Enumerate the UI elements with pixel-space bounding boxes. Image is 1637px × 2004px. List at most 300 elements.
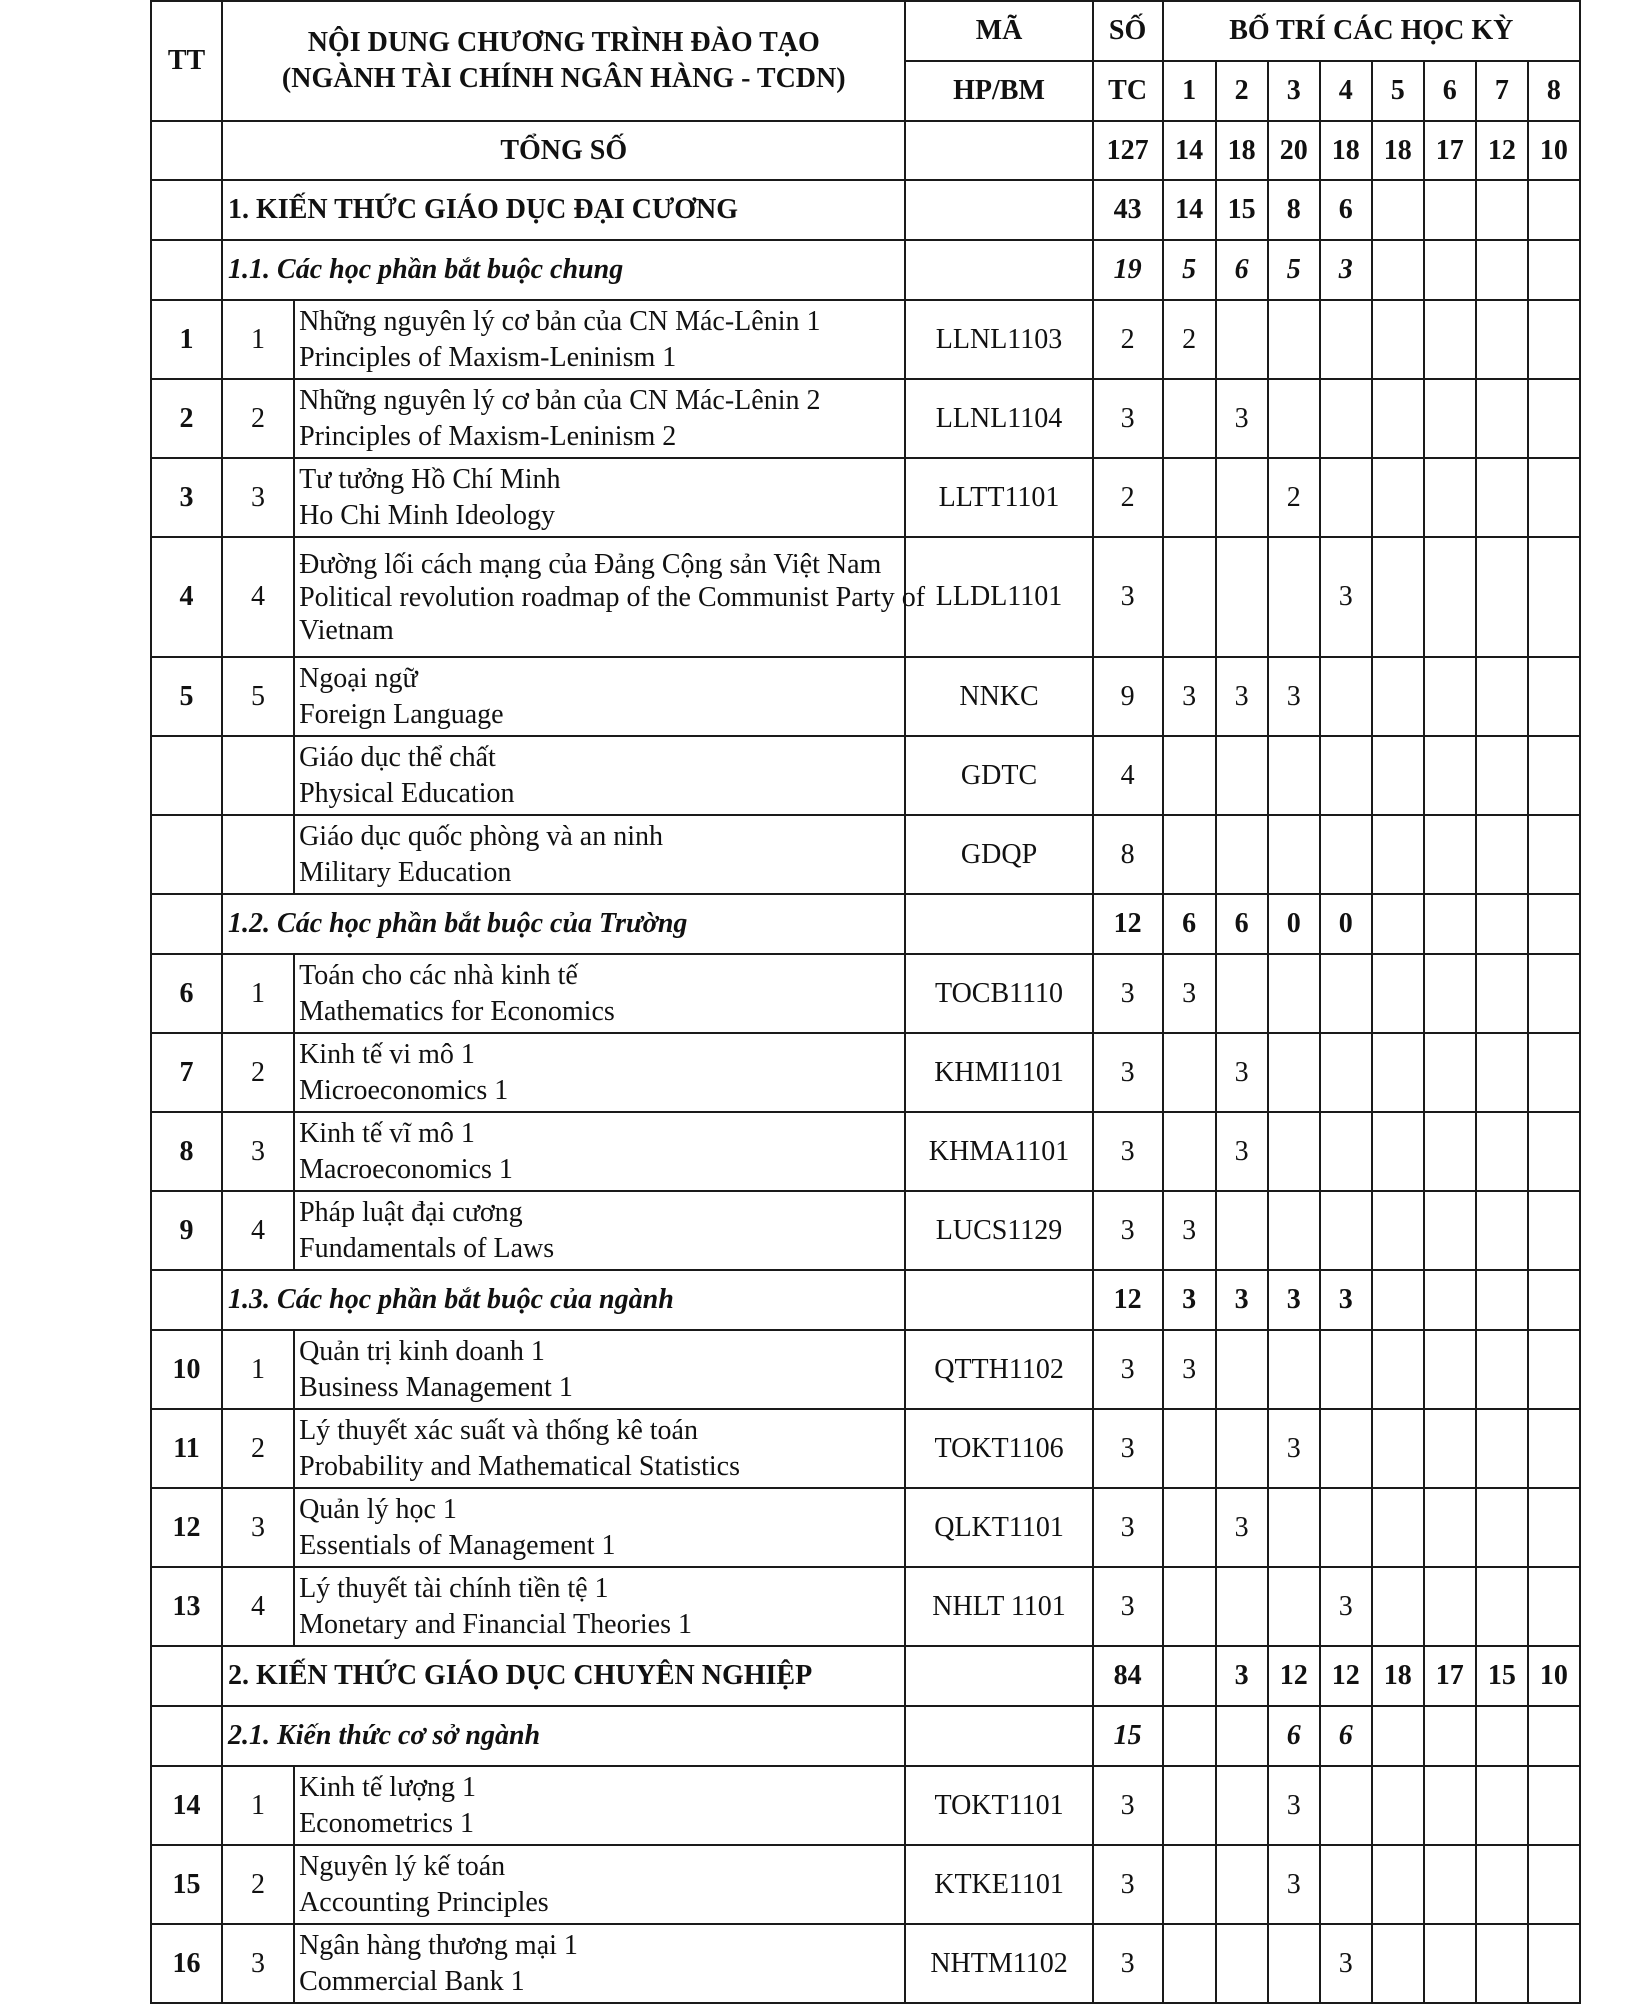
semester-cell-5	[1372, 1033, 1424, 1112]
semester-cell-1	[1163, 815, 1216, 894]
course-name	[294, 1191, 905, 1270]
semester-cell-1	[1163, 1706, 1216, 1766]
total-label: TỔNG SỐ	[222, 121, 905, 180]
semester-cell-3	[1268, 1033, 1320, 1112]
semester-cell-8	[1528, 240, 1580, 300]
semester-cell-5	[1372, 300, 1424, 379]
course-code: TOKT1106	[905, 1409, 1092, 1488]
course-name	[294, 379, 905, 458]
semester-cell-3	[1268, 379, 1320, 458]
row-index: 4	[222, 1191, 294, 1270]
semester-cell-1	[1163, 1845, 1216, 1924]
semester-cell-2: 3	[1216, 1488, 1268, 1567]
semester-cell-2	[1216, 300, 1268, 379]
semester-cell-6	[1424, 954, 1476, 1033]
course-name-en: Macroeconomics 1	[299, 1153, 513, 1185]
row-index: 4	[222, 1567, 294, 1646]
table-row	[151, 458, 1580, 537]
table-row	[151, 1191, 1580, 1270]
course-credits: 9	[1093, 657, 1163, 736]
course-name-vi: Kinh tế vĩ mô 1	[299, 1117, 475, 1149]
semester-cell-5	[1372, 657, 1424, 736]
header-sem-8: 8	[1528, 61, 1580, 121]
row-index: 5	[222, 657, 294, 736]
semester-cell-8	[1528, 1409, 1580, 1488]
course-credits: 3	[1093, 1330, 1163, 1409]
semester-cell-2	[1216, 954, 1268, 1033]
semester-cell-8	[1528, 1567, 1580, 1646]
section-label: 2. KIẾN THỨC GIÁO DỤC CHUYÊN NGHIỆP	[222, 1646, 905, 1706]
semester-cell-7	[1476, 180, 1528, 240]
semester-cell-8	[1528, 1191, 1580, 1270]
course-code: KTKE1101	[905, 1845, 1092, 1924]
semester-cell-7	[1476, 1033, 1528, 1112]
row-number: 5	[151, 657, 222, 736]
course-name	[294, 954, 905, 1033]
table-row	[151, 1488, 1580, 1567]
course-code: LUCS1129	[905, 1191, 1092, 1270]
semester-cell-2: 6	[1216, 240, 1268, 300]
course-name	[294, 1567, 905, 1646]
semester-cell-1: 3	[1163, 1270, 1216, 1330]
semester-cell-3	[1268, 1112, 1320, 1191]
course-name-vi: Đường lối cách mạng của Đảng Cộng sản Việt Nam	[299, 548, 882, 580]
course-credits: 3	[1093, 954, 1163, 1033]
semester-cell-7	[1476, 1706, 1528, 1766]
semester-cell-6	[1424, 1112, 1476, 1191]
course-credits: 4	[1093, 736, 1163, 815]
course-credits: 3	[1093, 379, 1163, 458]
course-name-en-cont: Vietnam	[299, 614, 394, 646]
header-content-line1: NỘI DUNG CHƯƠNG TRÌNH ĐÀO TẠO	[307, 27, 820, 58]
semester-cell-6	[1424, 300, 1476, 379]
semester-cell-4: 18	[1320, 121, 1372, 180]
table-row	[151, 736, 1580, 815]
semester-cell-3	[1268, 1924, 1320, 2003]
semester-cell-7	[1476, 954, 1528, 1033]
row-number: 6	[151, 954, 222, 1033]
course-name-vi: Nguyên lý kế toán	[299, 1850, 506, 1882]
course-name-vi: Giáo dục quốc phòng và an ninh	[299, 820, 663, 852]
semester-cell-5	[1372, 1488, 1424, 1567]
course-name	[294, 657, 905, 736]
course-name-vi: Pháp luật đại cương	[299, 1196, 523, 1228]
code-cell	[905, 1270, 1092, 1330]
semester-cell-6	[1424, 379, 1476, 458]
semester-cell-1	[1163, 458, 1216, 537]
semester-cell-8	[1528, 657, 1580, 736]
course-credits: 3	[1093, 1924, 1163, 2003]
semester-cell-4	[1320, 1330, 1372, 1409]
course-name	[294, 1488, 905, 1567]
semester-cell-2	[1216, 1330, 1268, 1409]
header-code-1: MÃ	[905, 1, 1092, 61]
semester-cell-7	[1476, 537, 1528, 657]
semester-cell-3: 20	[1268, 121, 1320, 180]
table-row	[151, 1112, 1580, 1191]
course-code: NHLT 1101	[905, 1567, 1092, 1646]
course-code: KHMI1101	[905, 1033, 1092, 1112]
row-number: 1	[151, 300, 222, 379]
semester-cell-2: 15	[1216, 180, 1268, 240]
semester-cell-3: 3	[1268, 1766, 1320, 1845]
semester-cell-8	[1528, 537, 1580, 657]
code-cell	[905, 1646, 1092, 1706]
header-sem-6: 6	[1424, 61, 1476, 121]
course-name-vi: Kinh tế vi mô 1	[299, 1038, 475, 1070]
course-name	[294, 1330, 905, 1409]
row-index	[222, 815, 294, 894]
row-number: 11	[151, 1409, 222, 1488]
semester-cell-1: 3	[1163, 954, 1216, 1033]
course-credits: 3	[1093, 1409, 1163, 1488]
semester-cell-6	[1424, 1706, 1476, 1766]
semester-cell-2	[1216, 1766, 1268, 1845]
row-index: 2	[222, 379, 294, 458]
semester-cell-1	[1163, 1646, 1216, 1706]
semester-cell-4	[1320, 1409, 1372, 1488]
course-code: GDQP	[905, 815, 1092, 894]
curriculum-table	[150, 0, 1581, 2004]
semester-cell-3	[1268, 1191, 1320, 1270]
semester-cell-7	[1476, 1567, 1528, 1646]
course-name-vi: Ngân hàng thương mại 1	[299, 1929, 578, 1961]
subsection-label: 1.2. Các học phần bắt buộc của Trường	[222, 894, 905, 954]
semester-cell-2	[1216, 1409, 1268, 1488]
semester-cell-4	[1320, 458, 1372, 537]
semester-cell-3	[1268, 537, 1320, 657]
table-row	[151, 537, 1580, 657]
semester-cell-4	[1320, 1766, 1372, 1845]
semester-cell-4: 3	[1320, 1567, 1372, 1646]
semester-cell-4	[1320, 954, 1372, 1033]
header-credit-1: SỐ	[1093, 1, 1163, 61]
semester-cell-1: 14	[1163, 180, 1216, 240]
semester-cell-4: 6	[1320, 180, 1372, 240]
row-index: 1	[222, 954, 294, 1033]
semester-cell-4: 6	[1320, 1706, 1372, 1766]
semester-cell-8	[1528, 300, 1580, 379]
header-sem-7: 7	[1476, 61, 1528, 121]
credits-cell: 19	[1093, 240, 1163, 300]
semester-cell-4: 3	[1320, 240, 1372, 300]
course-name-vi: Toán cho các nhà kinh tế	[299, 959, 578, 991]
code-cell	[905, 894, 1092, 954]
course-code: QTTH1102	[905, 1330, 1092, 1409]
semester-cell-3: 6	[1268, 1706, 1320, 1766]
course-name-vi: Lý thuyết tài chính tiền tệ 1	[299, 1572, 609, 1604]
semester-cell-2: 3	[1216, 1033, 1268, 1112]
semester-cell-6: 17	[1424, 1646, 1476, 1706]
course-credits: 3	[1093, 1845, 1163, 1924]
semester-cell-5	[1372, 1567, 1424, 1646]
credits-cell: 12	[1093, 1270, 1163, 1330]
row-tt-cell	[151, 894, 222, 954]
row-index: 2	[222, 1845, 294, 1924]
row-number: 16	[151, 1924, 222, 2003]
row-index: 3	[222, 1488, 294, 1567]
semester-cell-1: 14	[1163, 121, 1216, 180]
course-credits: 3	[1093, 537, 1163, 657]
semester-cell-7	[1476, 240, 1528, 300]
semester-cell-1	[1163, 1766, 1216, 1845]
course-name-en: Fundamentals of Laws	[299, 1232, 555, 1264]
semester-cell-1	[1163, 537, 1216, 657]
row-tt-cell	[151, 180, 222, 240]
semester-cell-2	[1216, 815, 1268, 894]
semester-cell-7	[1476, 894, 1528, 954]
semester-cell-6	[1424, 1191, 1476, 1270]
row-index: 3	[222, 458, 294, 537]
semester-cell-6	[1424, 657, 1476, 736]
course-name-vi: Giáo dục thể chất	[299, 741, 496, 773]
table-body	[151, 1, 1580, 2003]
semester-cell-6	[1424, 458, 1476, 537]
semester-cell-5	[1372, 180, 1424, 240]
semester-cell-3: 3	[1268, 1845, 1320, 1924]
semester-cell-5	[1372, 1112, 1424, 1191]
semester-cell-5	[1372, 1845, 1424, 1924]
course-code: LLNL1103	[905, 300, 1092, 379]
semester-cell-4	[1320, 300, 1372, 379]
semester-cell-2: 6	[1216, 894, 1268, 954]
course-name-vi: Quản lý học 1	[299, 1493, 457, 1525]
semester-cell-8	[1528, 954, 1580, 1033]
semester-cell-3	[1268, 815, 1320, 894]
semester-cell-5	[1372, 1409, 1424, 1488]
header-row-1	[151, 1, 1580, 61]
course-name	[294, 458, 905, 537]
table-row	[151, 1706, 1580, 1766]
row-tt-cell	[151, 240, 222, 300]
semester-cell-3	[1268, 300, 1320, 379]
semester-cell-1: 6	[1163, 894, 1216, 954]
semester-cell-7: 12	[1476, 121, 1528, 180]
header-credit-2: TC	[1093, 61, 1163, 121]
semester-cell-5	[1372, 1706, 1424, 1766]
code-cell	[905, 121, 1092, 180]
course-name-en: Econometrics 1	[299, 1807, 475, 1839]
course-name-en: Probability and Mathematical Statistics	[299, 1450, 740, 1482]
semester-cell-5	[1372, 379, 1424, 458]
semester-cell-2	[1216, 458, 1268, 537]
semester-cell-8	[1528, 894, 1580, 954]
semester-cell-1	[1163, 1033, 1216, 1112]
semester-cell-7	[1476, 1409, 1528, 1488]
semester-cell-1: 3	[1163, 657, 1216, 736]
course-name-en: Monetary and Financial Theories 1	[299, 1608, 693, 1640]
course-name-en: Principles of Maxism-Leninism 1	[299, 341, 677, 373]
row-index: 1	[222, 1330, 294, 1409]
course-name-en: Commercial Bank 1	[299, 1965, 525, 1997]
semester-cell-4	[1320, 1488, 1372, 1567]
credits-cell: 12	[1093, 894, 1163, 954]
semester-cell-7	[1476, 815, 1528, 894]
table-row	[151, 657, 1580, 736]
row-tt-cell	[151, 1270, 222, 1330]
course-name-vi: Những nguyên lý cơ bản của CN Mác-Lênin 2	[299, 384, 821, 416]
semester-cell-3: 2	[1268, 458, 1320, 537]
course-code: KHMA1101	[905, 1112, 1092, 1191]
credits-cell: 43	[1093, 180, 1163, 240]
course-name-en: Military Education	[299, 856, 512, 888]
semester-cell-4	[1320, 1191, 1372, 1270]
semester-cell-1	[1163, 1924, 1216, 2003]
course-name	[294, 736, 905, 815]
credits-cell: 84	[1093, 1646, 1163, 1706]
credits-cell: 127	[1093, 121, 1163, 180]
course-name-en: Ho Chi Minh Ideology	[299, 499, 555, 531]
row-number: 9	[151, 1191, 222, 1270]
row-number: 4	[151, 537, 222, 657]
row-number: 10	[151, 1330, 222, 1409]
row-index: 1	[222, 300, 294, 379]
row-number: 2	[151, 379, 222, 458]
semester-cell-5	[1372, 1270, 1424, 1330]
course-name-vi: Quản trị kinh doanh 1	[299, 1335, 545, 1367]
row-number: 15	[151, 1845, 222, 1924]
course-credits: 3	[1093, 1567, 1163, 1646]
course-name-vi: Ngoại ngữ	[299, 662, 418, 694]
semester-cell-2	[1216, 736, 1268, 815]
semester-cell-4	[1320, 1112, 1372, 1191]
semester-cell-6	[1424, 1270, 1476, 1330]
semester-cell-5	[1372, 1330, 1424, 1409]
semester-cell-7	[1476, 300, 1528, 379]
course-credits: 2	[1093, 458, 1163, 537]
course-credits: 3	[1093, 1033, 1163, 1112]
course-name-vi: Những nguyên lý cơ bản của CN Mác-Lênin 1	[299, 305, 821, 337]
semester-cell-8	[1528, 180, 1580, 240]
semester-cell-7: 15	[1476, 1646, 1528, 1706]
semester-cell-8	[1528, 458, 1580, 537]
semester-cell-6	[1424, 736, 1476, 815]
course-name	[294, 1845, 905, 1924]
semester-cell-1	[1163, 736, 1216, 815]
header-content-line2: (NGÀNH TÀI CHÍNH NGÂN HÀNG - TCDN)	[281, 63, 846, 94]
semester-cell-3: 3	[1268, 657, 1320, 736]
semester-cell-2	[1216, 1567, 1268, 1646]
semester-cell-5: 18	[1372, 121, 1424, 180]
course-credits: 3	[1093, 1112, 1163, 1191]
semester-cell-7	[1476, 1924, 1528, 2003]
table-row	[151, 1845, 1580, 1924]
semester-cell-5	[1372, 1191, 1424, 1270]
header-content	[222, 1, 905, 121]
semester-cell-2	[1216, 1924, 1268, 2003]
semester-cell-7	[1476, 379, 1528, 458]
row-index: 4	[222, 537, 294, 657]
table-row	[151, 240, 1580, 300]
course-name-en: Foreign Language	[299, 698, 504, 730]
semester-cell-6	[1424, 1845, 1476, 1924]
course-code: TOKT1101	[905, 1766, 1092, 1845]
semester-cell-5	[1372, 1766, 1424, 1845]
course-code: QLKT1101	[905, 1488, 1092, 1567]
semester-cell-5	[1372, 736, 1424, 815]
course-name-vi: Lý thuyết xác suất và thống kê toán	[299, 1414, 698, 1446]
semester-cell-8	[1528, 1033, 1580, 1112]
semester-cell-3	[1268, 954, 1320, 1033]
semester-cell-5	[1372, 815, 1424, 894]
semester-cell-4	[1320, 1845, 1372, 1924]
semester-cell-8	[1528, 1845, 1580, 1924]
semester-cell-4: 3	[1320, 1270, 1372, 1330]
row-index	[222, 736, 294, 815]
table-row	[151, 1033, 1580, 1112]
semester-cell-1: 3	[1163, 1191, 1216, 1270]
row-number: 13	[151, 1567, 222, 1646]
course-code: LLTT1101	[905, 458, 1092, 537]
row-number: 14	[151, 1766, 222, 1845]
semester-cell-6	[1424, 240, 1476, 300]
subsection-label: 1.1. Các học phần bắt buộc chung	[222, 240, 905, 300]
course-name-vi: Kinh tế lượng 1	[299, 1771, 477, 1803]
course-code: LLDL1101	[905, 537, 1092, 657]
semester-cell-6	[1424, 1409, 1476, 1488]
semester-cell-8: 10	[1528, 121, 1580, 180]
row-number	[151, 736, 222, 815]
semester-cell-6	[1424, 1924, 1476, 2003]
semester-cell-8	[1528, 379, 1580, 458]
semester-cell-6	[1424, 1488, 1476, 1567]
row-tt-cell	[151, 1706, 222, 1766]
subsection-label: 2.1. Kiến thức cơ sở ngành	[222, 1706, 905, 1766]
semester-cell-5	[1372, 894, 1424, 954]
table-row	[151, 300, 1580, 379]
header-code-2: HP/BM	[905, 61, 1092, 121]
course-name-en: Mathematics for Economics	[299, 995, 615, 1027]
course-name	[294, 815, 905, 894]
semester-cell-5: 18	[1372, 1646, 1424, 1706]
semester-cell-4: 0	[1320, 894, 1372, 954]
course-name	[294, 300, 905, 379]
header-sem-5: 5	[1372, 61, 1424, 121]
semester-cell-4	[1320, 657, 1372, 736]
semester-cell-6	[1424, 1766, 1476, 1845]
row-index: 3	[222, 1112, 294, 1191]
semester-cell-3: 3	[1268, 1270, 1320, 1330]
table-row	[151, 815, 1580, 894]
semester-cell-2	[1216, 1191, 1268, 1270]
course-code: NHTM1102	[905, 1924, 1092, 2003]
semester-cell-8	[1528, 1488, 1580, 1567]
semester-cell-7	[1476, 1270, 1528, 1330]
header-sem-3: 3	[1268, 61, 1320, 121]
header-semesters-title: BỐ TRÍ CÁC HỌC KỲ	[1163, 1, 1580, 61]
semester-cell-4	[1320, 379, 1372, 458]
semester-cell-1	[1163, 1112, 1216, 1191]
semester-cell-7	[1476, 1191, 1528, 1270]
table-row	[151, 180, 1580, 240]
semester-cell-2: 3	[1216, 657, 1268, 736]
course-code: GDTC	[905, 736, 1092, 815]
table-row	[151, 894, 1580, 954]
row-index: 1	[222, 1766, 294, 1845]
semester-cell-7	[1476, 1766, 1528, 1845]
semester-cell-8	[1528, 815, 1580, 894]
course-name-en: Principles of Maxism-Leninism 2	[299, 420, 677, 452]
semester-cell-6	[1424, 1033, 1476, 1112]
row-tt-cell	[151, 121, 222, 180]
semester-cell-3: 12	[1268, 1646, 1320, 1706]
semester-cell-4	[1320, 1033, 1372, 1112]
course-name-vi: Tư tưởng Hồ Chí Minh	[299, 463, 561, 495]
semester-cell-2: 3	[1216, 379, 1268, 458]
semester-cell-7	[1476, 736, 1528, 815]
semester-cell-4: 12	[1320, 1646, 1372, 1706]
semester-cell-3: 0	[1268, 894, 1320, 954]
